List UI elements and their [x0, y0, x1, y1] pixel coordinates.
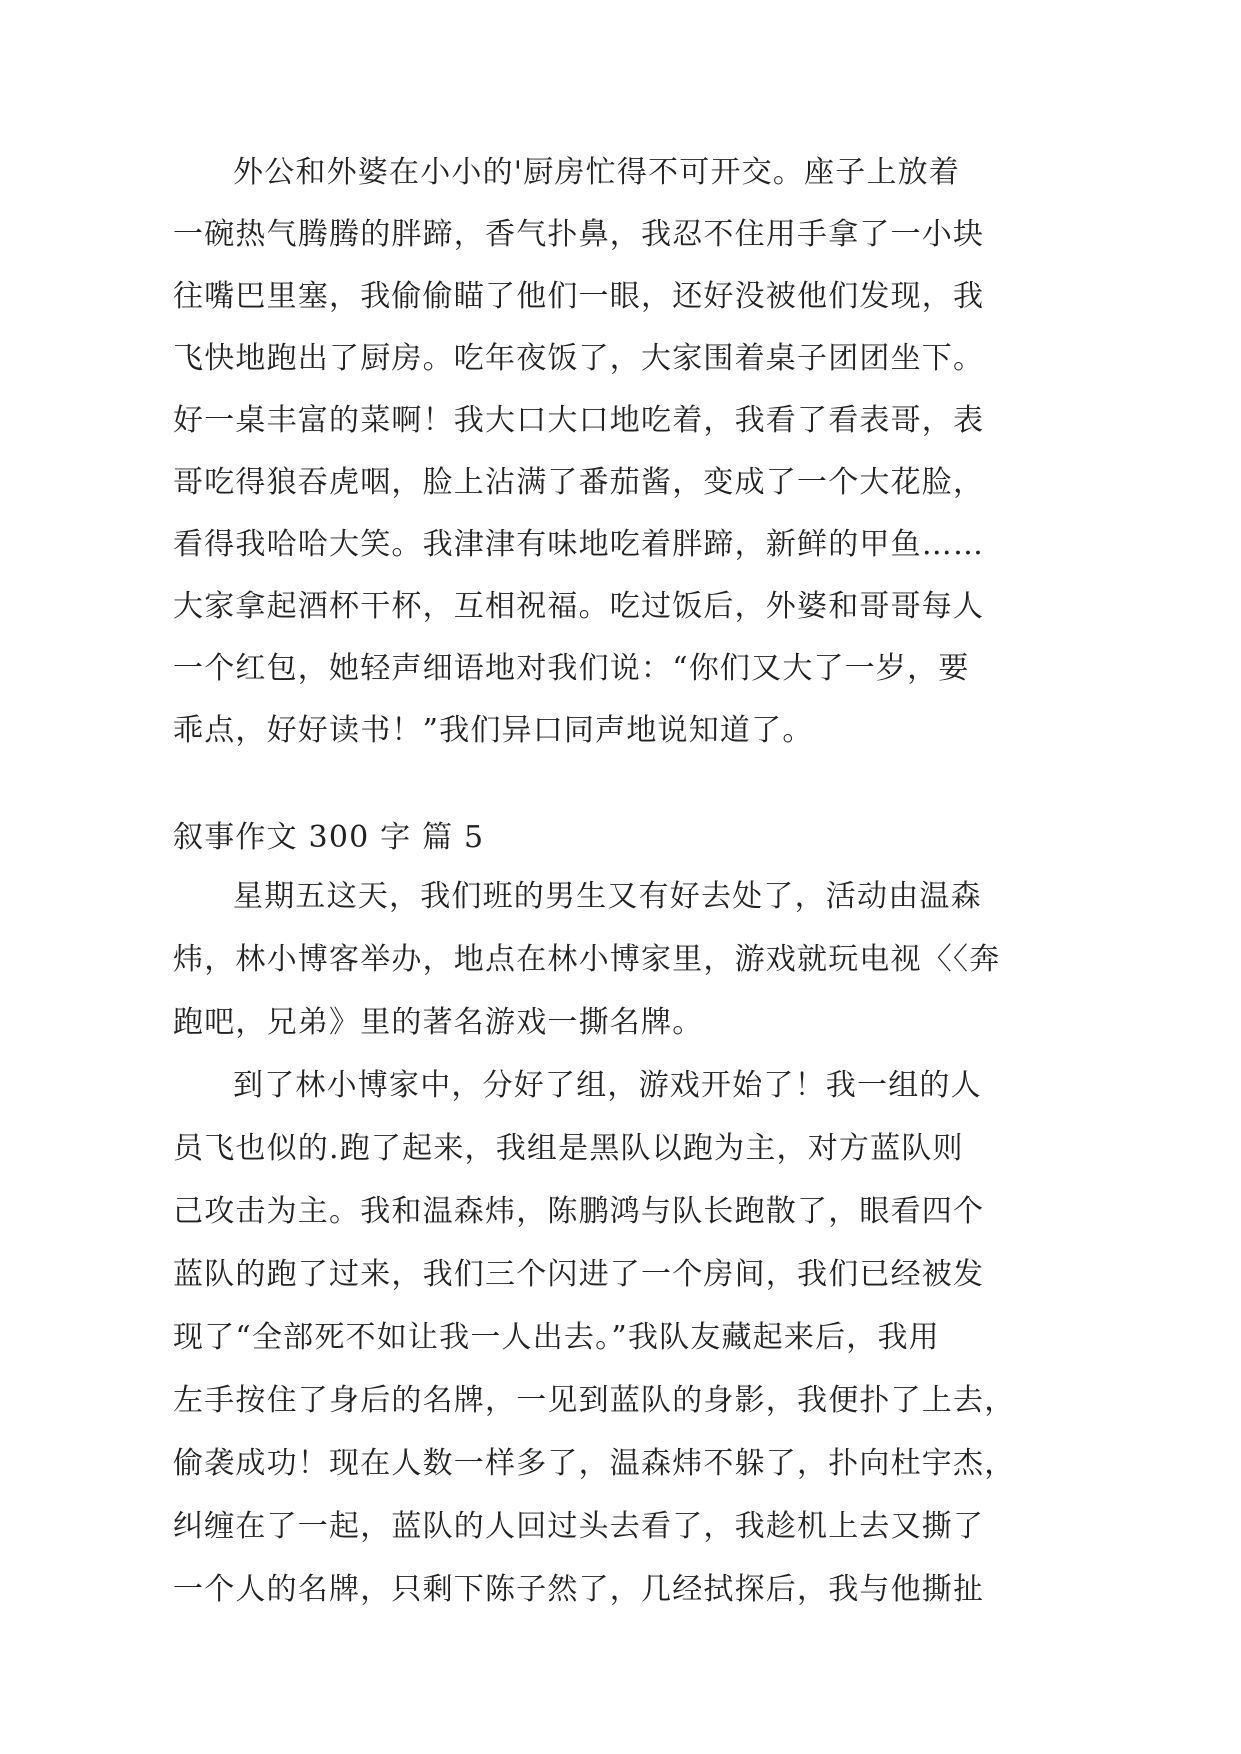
paragraph-3-line-5: 现了“全部死不如让我一人出去。”我队友藏起来后，我用 [173, 1320, 940, 1355]
paragraph-3-line-2: 员飞也似的.跑了起来，我组是黑队以跑为主，对方蓝队则 [173, 1131, 964, 1166]
paragraph-1-line-2: 一碗热气腾腾的胖蹄，香气扑鼻，我忍不住用手拿了一小块 [173, 217, 985, 252]
paragraph-1-line-5: 好一桌丰富的菜啊！我大口大口地吃着，我看了看表哥，表 [173, 403, 985, 438]
paragraph-2-line-2: 炜，林小博客举办，地点在林小博家里，游戏就玩电视〈〈奔 [173, 942, 1001, 977]
paragraph-1-line-4: 飞快地跑出了厨房。吃年夜饭了，大家围着桌子团团坐下。 [173, 341, 985, 376]
paragraph-3-line-6: 左手按住了身后的名牌，一见到蓝队的身影，我便扑了上去， [173, 1383, 1016, 1418]
paragraph-3-line-9: 一个人的名牌，只剩下陈子然了，几经拭探后，我与他撕扯 [173, 1572, 985, 1607]
section-heading: 叙事作文 300 字 篇 5 [173, 820, 485, 855]
paragraph-1-line-7: 看得我哈哈大笑。我津津有味地吃着胖蹄，新鲜的甲鱼…… [173, 527, 985, 562]
paragraph-3-line-8: 纠缠在了一起，蓝队的人回过头去看了，我趁机上去又撕了 [173, 1509, 985, 1544]
paragraph-3-line-4: 蓝队的跑了过来，我们三个闪进了一个房间，我们已经被发 [173, 1257, 985, 1292]
paragraph-3-line-3: 己攻击为主。我和温森炜，陈鹏鸿与队长跑散了，眼看四个 [173, 1194, 985, 1229]
paragraph-1-line-3: 往嘴巴里塞，我偷偷瞄了他们一眼，还好没被他们发现，我 [173, 279, 985, 314]
paragraph-1-line-8: 大家拿起酒杯干杯，互相祝福。吃过饭后，外婆和哥哥每人 [173, 589, 985, 624]
paragraph-1-line-1: 外公和外婆在小小的'厨房忙得不可开交。座子上放着 [233, 155, 961, 190]
paragraph-2-line-1: 星期五这天，我们班的男生又有好去处了，活动由温森 [233, 879, 982, 914]
paragraph-1-line-6: 哥吃得狼吞虎咽，脸上沾满了番茄酱，变成了一个大花脸， [173, 465, 985, 500]
paragraph-3-line-1: 到了林小博家中，分好了组，游戏开始了！我一组的人 [233, 1068, 982, 1103]
paragraph-3-line-7: 偷袭成功！现在人数一样多了，温森炜不躲了，扑向杜宇杰， [173, 1446, 1016, 1481]
paragraph-2-line-3: 跑吧，兄弟》里的著名游戏一撕名牌。 [173, 1005, 704, 1040]
paragraph-1-line-10: 乖点，好好读书！”我们异口同声地说知道了。 [173, 713, 814, 748]
paragraph-1-line-9: 一个红包，她轻声细语地对我们说：“你们又大了一岁，要 [173, 651, 970, 686]
